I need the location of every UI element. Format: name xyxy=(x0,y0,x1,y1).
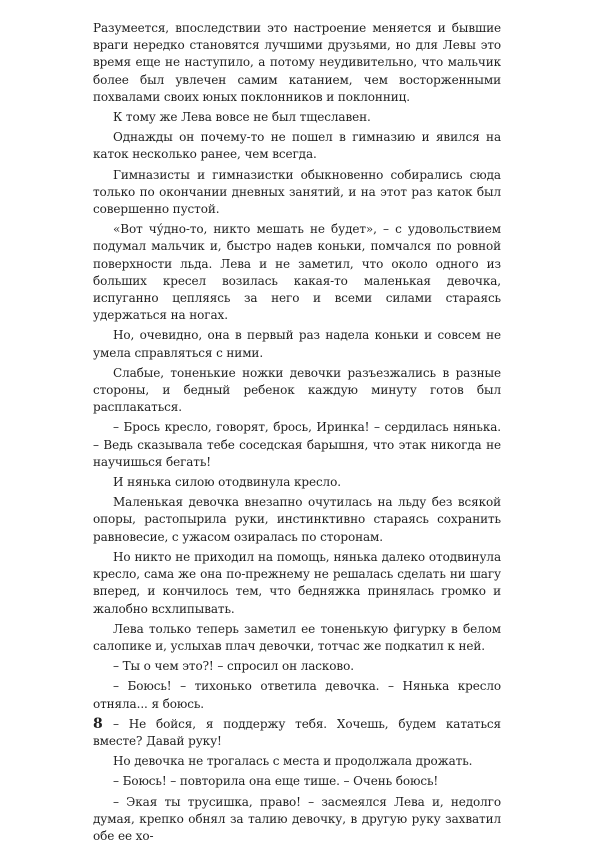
paragraph: – Боюсь! – повторила она еще тише. – Очень боюсь! xyxy=(113,774,439,789)
paragraph: – Ты о чем это?! – спросил он ласково. xyxy=(113,659,354,674)
paragraph: Однажды он почему-то не пошел в гимназию и явился на каток несколько ранее, чем всегда. xyxy=(93,130,501,162)
paragraph: «Вот чу́дно-то, никто мешать не будет», – с удовольствием подумал мальчик и, быстро надев коньки, помчался по ровной поверхности льда. Лева и не заметил, что около одного из больших кресел возилась какая-то маленькая девочка, испуганно цепляясь за него и всеми силами стараясь удержаться на ногах. xyxy=(93,222,501,323)
paragraph: К тому же Лева вовсе не был тщеславен. xyxy=(113,110,371,125)
paragraph: Лева только теперь заметил ее тоненькую фигурку в белом салопике и, услыхав плач девочки, тотчас же подкатил к ней. xyxy=(93,621,501,653)
paragraph: – Боюсь! – тихонько ответила девочка. – Нянька кресло отняла... я боюсь. xyxy=(93,679,501,711)
paragraph: Слабые, тоненькие ножки девочки разъезжались в разные стороны, и бедный ребенок каждую минуту готов был расплакаться. xyxy=(93,365,501,415)
paragraph: И нянька силою отодвинула кресло. xyxy=(113,475,341,490)
page-number: 8 xyxy=(93,716,103,732)
paragraph: Но девочка не трогалась с места и продолжала дрожать. xyxy=(113,754,473,769)
page-body xyxy=(93,20,501,848)
paragraph: Но никто не приходил на помощь, нянька далеко отодвинула кресло, сама же она по-прежнему не решалась сделать ни шагу вперед, и кончилось тем, что бедняжка принялась громко и жалобно всхлипывать. xyxy=(93,549,501,616)
paragraph: – Не бойся, я поддержу тебя. Хочешь, будем кататься вместе? Давай руку! xyxy=(93,716,501,748)
paragraph: Но, очевидно, она в первый раз надела коньки и совсем не умела справляться с ними. xyxy=(93,328,501,360)
paragraph: Разумеется, впоследствии это настроение меняется и бывшие враги нередко становятся лучшими друзьями, но для Левы это время еще не наступило, а потому неудивительно, что мальчик более был увлечен самим катанием, чем восторженными похвалами своих юных поклонников и поклонниц. xyxy=(93,21,501,104)
paragraph: – Экая ты трусишка, право! – засмеялся Лева и, недолго думая, крепко обнял за талию девочку, в другую руку захватил обе ее хо- xyxy=(93,794,501,843)
paragraph: – Брось кресло, говорят, брось, Иринка! – сердилась нянька. – Ведь сказывала тебе соседская барышня, что этак никогда не научишься бегать! xyxy=(93,420,501,469)
paragraph: Маленькая девочка внезапно очутилась на льду без всякой опоры, растопырила руки, инстинктивно стараясь сохранить равновесие, с ужасом озиралась по сторонам. xyxy=(93,495,501,544)
paragraph: Гимназисты и гимназистки обыкновенно собирались сюда только по окончании дневных занятий, и на этот раз каток был совершенно пустой. xyxy=(93,167,501,217)
